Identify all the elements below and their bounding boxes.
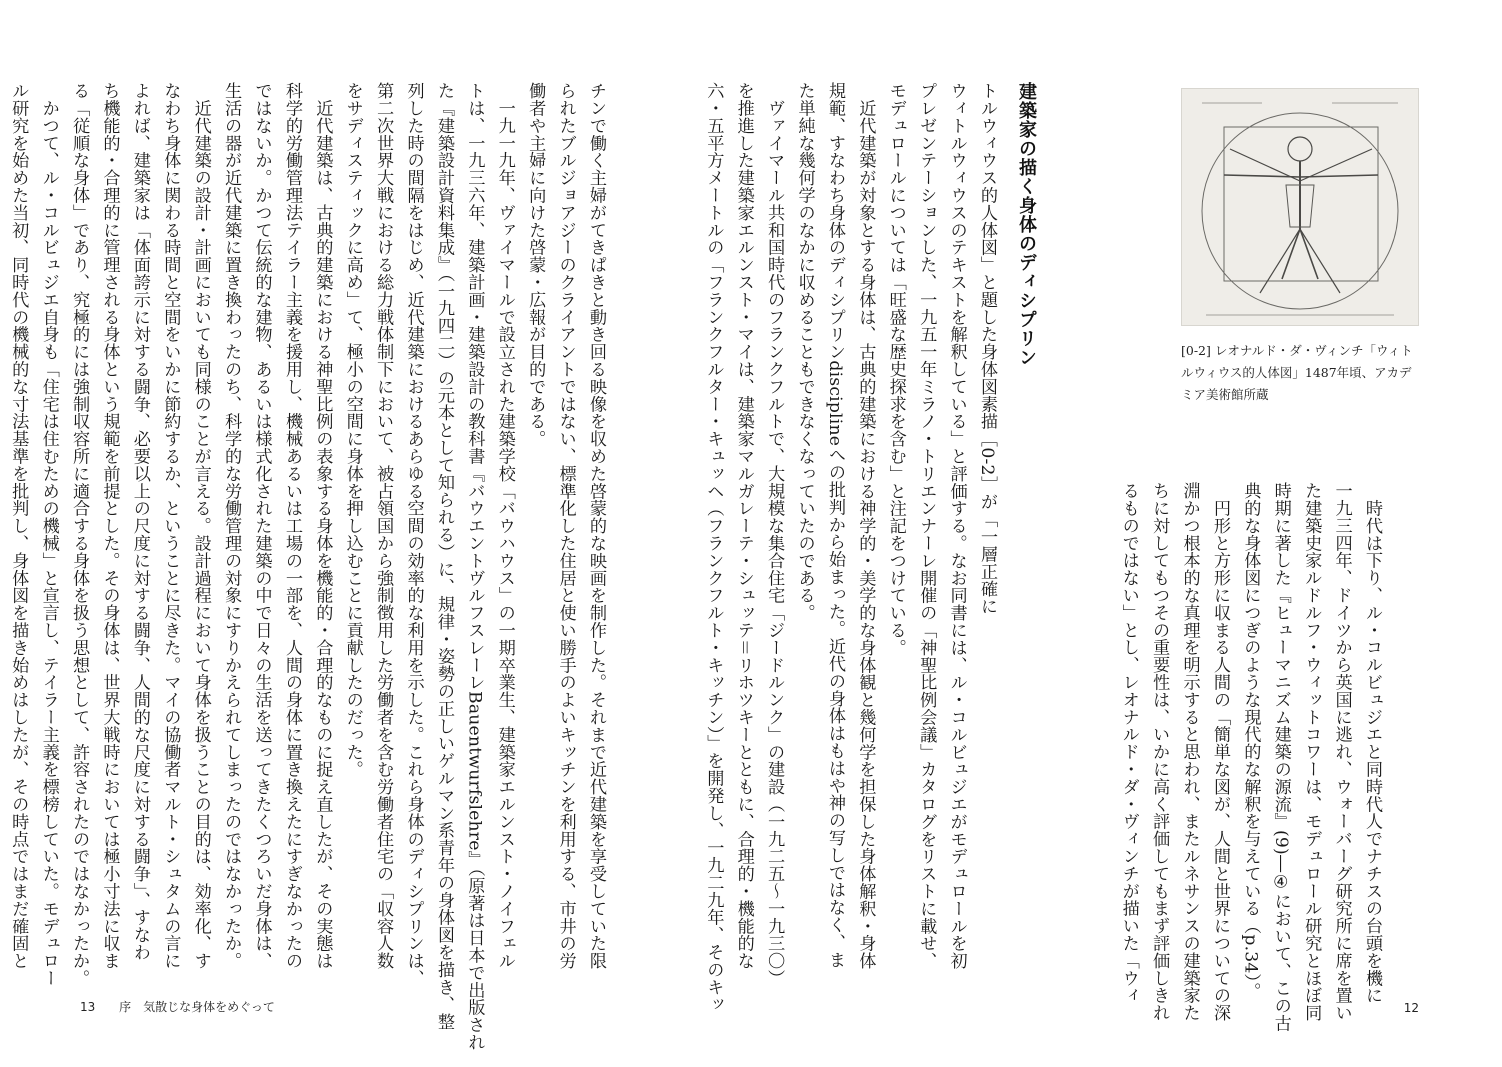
body-line: 生活の器が近代建築に置き換わったのち、科学的な労働管理の対象にすりかえられてしまったのではなかったか。 <box>221 82 242 970</box>
body-line: ち機能的・合理的に管理される身体という規範を前提とした。その身体は、世界大戦時においては極小寸法に収ま <box>99 82 120 970</box>
body-line: なわち身体に関わる時間と空間をいかに節約するか、ということに尽きた。マイの協働者マルト・シュタムの言に <box>160 82 181 970</box>
left-folio <box>80 998 275 1015</box>
body-line: 科学的労働管理法テイラー主義を援用し、機械あるいは工場の一部を、人間の身体に置き換えたにすぎなかったの <box>281 82 302 970</box>
vitruvian-man-figure <box>1181 88 1419 326</box>
body-line: 時代は下り、ル・コルビュジエと同時代人でナチスの台頭を機に <box>1362 482 1382 1004</box>
body-line: かつて、ル・コルビュジエ自身も「住宅は住むための機械」と宣言し、テイラー主義を標榜していた。モデュロー <box>38 82 59 987</box>
figure-caption: [0-2] レオナルド・ダ・ヴィンチ「ウィトルウィウス的人体図」1487年頃、アカデミア美術館所蔵 <box>1181 343 1413 402</box>
body-line: ではないか。かつて伝統的な建物、あるいは様式化された建築の中で日々の生活を送ってきたくつろいだ身体は、 <box>251 82 272 970</box>
body-line: る「従順な身体」であり、究極的には強制収容所に適合する身体を扱う思想として、許容されたのではなかったか。 <box>69 82 90 987</box>
body-line: 近代建築の設計・計画においても同様のことが言える。設計過程において身体を扱うことの目的は、効率化、す <box>190 82 211 970</box>
body-line: 列した時の間隔をはじめ、近代建築におけるあらゆる空間の効率的な利用を示した。これら身体のディシプリンは、 <box>403 82 424 987</box>
body-line: 六・五平方メートルの「フランクフルター・キュッヘ（フランクフルト・キッチン）」を開発し、一九二九年、そのキッ <box>703 82 724 1013</box>
body-line: た『建築設計資料集成』（一九四二）の元本として知られる）に、規律・姿勢の正しいゲルマン系青年の身体図を描き、整 <box>433 82 454 1031</box>
body-line: 一九三四年、ドイツから英国に逃れ、ウォーバーグ研究所に席を置い <box>1331 482 1352 1022</box>
body-line: ウィトルウィウスのテキストを解釈している」と評価する。なお同書には、ル・コルビュジエがモデュロールを初 <box>946 82 967 970</box>
body-line: た単純な幾何学のなかに収めることもできなくなっていたのである。 <box>794 82 815 622</box>
body-line: よれば、建築家は「体面誇示に対する闘争、必要以上の尺度に対する闘争、人間的な尺度に対する闘争」、すなわ <box>129 82 150 961</box>
right-folio: 12 <box>1403 1001 1419 1015</box>
body-line: ちに対してもつその重要性は、いかに高く評価してもまず評価しきれ <box>1149 482 1170 1022</box>
body-line: チンで働く主婦がてきぱきと動き回る映像を収めた啓蒙的な映画を制作した。それまで近代建築を享受していた限 <box>586 82 606 970</box>
body-line: るものではない」とし、レオナルド・ダ・ヴィンチが描いた「ウィ <box>1118 482 1139 1004</box>
body-line: ル研究を始めた当初、同時代の機械的な寸法基準を批判し、身体図を描き始めはしたが、その時点ではまだ確固と <box>8 82 29 970</box>
body-line: 淵かつ根本的な真理を明示すると思われ、またルネサンスの建築家た <box>1179 482 1200 1022</box>
right-page <box>703 0 1502 1067</box>
body-line: 第二次世界大戦における総力戦体制下において、被占領国から強制徴用した労働者を含む労働者住宅の「収容人数 <box>373 82 394 970</box>
vitruvian-man-illustration <box>1182 89 1418 325</box>
right-page-upper-body <box>1117 482 1387 1032</box>
body-line: プレゼンテーションした、一九五一年ミラノ・トリエンナーレ開催の「神聖比例会議」カタログをリストに載せ、 <box>916 82 937 970</box>
body-line: 近代建築が対象とする身体は、古典的建築における神学的・美学的な身体観と幾何学を担保した身体解釈・身体 <box>855 82 876 970</box>
body-line: 典的な身体図につぎのような現代的な解釈を与えている（p.34）。 <box>1240 482 1261 1000</box>
body-line <box>0 82 3 952</box>
body-line: を推進した建築家エルンスト・マイは、建築家マルガレーテ・シュッテ＝リホツキーとともに、合理的・機能的な <box>733 82 754 970</box>
body-line: 一九一九年、ヴァイマールで設立された建築学校「バウハウス」の一期卒業生、建築家エルンスト・ノイフェル <box>494 82 515 970</box>
body-line: られたブルジョアジーのクライアントではない、標準化した住居と使い勝手のよいキッチンを利用する、市井の労 <box>555 82 576 970</box>
body-line: 円形と方形に収まる人間の「簡単な図が、人間と世界についての深 <box>1209 482 1230 1022</box>
running-head: 序 気散じな身体をめぐって <box>119 1000 275 1014</box>
body-line: 規範、すなわち身体のディシプリンdisciplineへの批判から始まった。近代の身体はもはや神の写しではなく、ま <box>824 82 845 969</box>
body-line: 近代建築は、古典的建築における神聖比例の表象する身体を機能的・合理的なものに捉え直したが、その実態は <box>312 82 333 970</box>
body-line: トは、一九三六年、建築計画・建築設計の教科書『バウエントヴルフスレーレBauentwurfslehre』（原著は日本で出版され <box>464 82 485 1051</box>
body-line: をサディスティックに高め」て、極小の空間に身体を押し込むことに貢献したのだった。 <box>342 82 363 778</box>
body-line: 働者や主婦に向けた啓蒙・広報が目的である。 <box>525 82 546 448</box>
body-line: トルウィウス的人体図」と題した身体図素描［0-2］が「一層正確に <box>977 82 997 615</box>
body-line: た建築史家ルドルフ・ウィットコワーは、モデュロール研究とほぼ同 <box>1301 482 1322 1022</box>
right-page-lower-body <box>703 82 1002 1013</box>
page-number: 13 <box>80 1000 96 1014</box>
body-line: モデュロールについては「旺盛な歴史探求を含む」と注記をつけている。 <box>885 82 906 657</box>
body-line: ヴァイマール共和国時代のフランクフルトで、大規模な集合住宅「ジードルンク」の建設（一九二五〜一九三〇） <box>764 82 785 987</box>
section-heading: 建築家の描く身体のディシプリン <box>1016 82 1037 367</box>
body-line: 時期に著した『ヒューマニズム建築の源流』(9)―④において、この古 <box>1270 482 1291 1032</box>
